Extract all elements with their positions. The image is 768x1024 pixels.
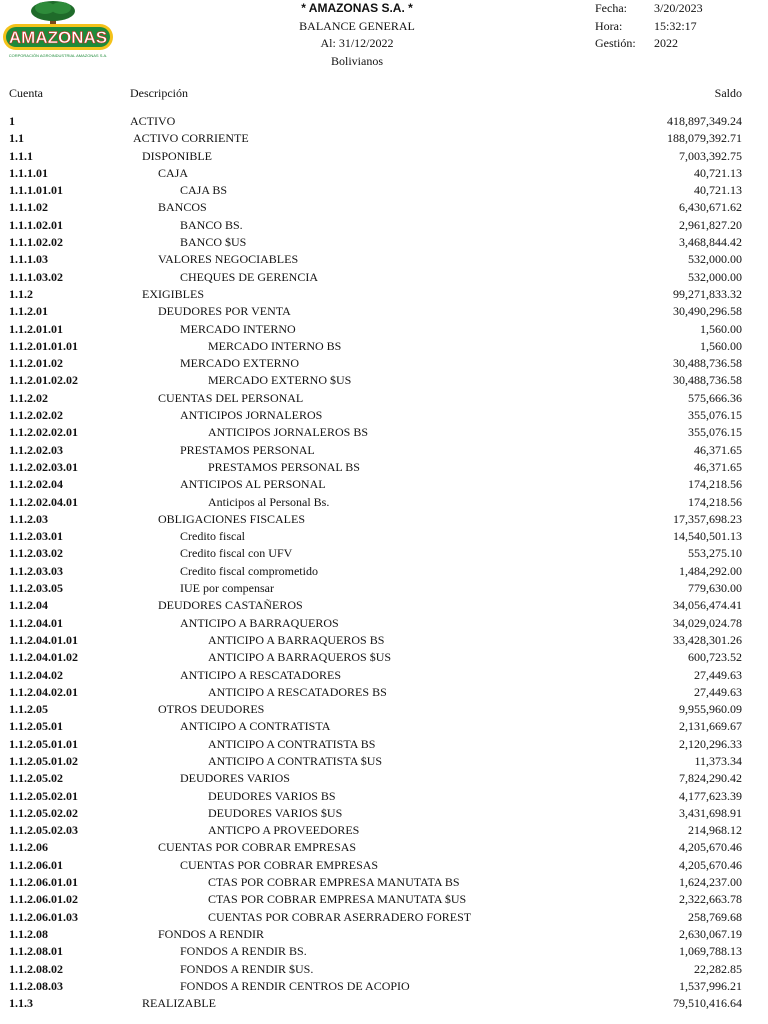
account-balance: 14,540,501.13 <box>673 529 742 544</box>
account-description: CTAS POR COBRAR EMPRESA MANUTATA BS <box>208 875 460 890</box>
account-code: 1.1.2.03.02 <box>9 546 63 561</box>
account-balance: 600,723.52 <box>688 650 742 665</box>
account-code: 1.1.2.05.02 <box>9 771 63 786</box>
account-code: 1.1.1.02 <box>9 200 48 215</box>
account-code: 1.1.2.05.02.03 <box>9 823 78 838</box>
account-row <box>0 961 768 978</box>
account-description: VALORES NEGOCIABLES <box>158 252 299 267</box>
meta-label: Hora: <box>595 18 623 33</box>
column-headers <box>0 86 768 104</box>
account-description: DEUDORES VARIOS $US <box>208 805 343 820</box>
account-balance: 355,076.15 <box>688 408 742 423</box>
account-row <box>0 580 768 597</box>
account-description: ANTICIPO A CONTRATISTA <box>180 719 331 734</box>
account-code: 1.1.2.02.03 <box>9 442 63 457</box>
account-balance: 46,371.65 <box>694 442 742 457</box>
account-code: 1.1.2.05 <box>9 702 48 717</box>
account-code: 1.1.2 <box>9 286 33 301</box>
account-description: Credito fiscal <box>180 529 245 544</box>
meta-label: Fecha: <box>595 1 627 15</box>
account-code: 1.1.2.01.02.02 <box>9 373 78 388</box>
account-row <box>0 926 768 943</box>
account-description: CUENTAS POR COBRAR EMPRESAS <box>180 857 379 872</box>
account-description: Credito fiscal comprometido <box>180 563 318 578</box>
account-description: CAJA <box>158 165 189 180</box>
account-balance: 99,271,833.32 <box>673 286 742 301</box>
account-row <box>0 199 768 216</box>
account-code: 1.1.2.02.02.01 <box>9 425 78 440</box>
account-balance: 40,721.13 <box>694 183 742 198</box>
account-row <box>0 788 768 805</box>
account-balance: 214,968.12 <box>688 823 742 838</box>
account-row <box>0 667 768 684</box>
account-description: EXIGIBLES <box>142 286 204 301</box>
account-row <box>0 909 768 926</box>
account-balance: 2,120,296.33 <box>679 736 742 751</box>
account-code: 1.1.2.08.01 <box>9 944 63 959</box>
account-code: 1 <box>9 114 15 128</box>
account-balance: 418,897,349.24 <box>667 114 742 128</box>
account-row <box>0 615 768 632</box>
account-row <box>0 234 768 251</box>
account-row <box>0 874 768 891</box>
account-description: BANCO BS. <box>180 217 243 232</box>
account-balance: 188,079,392.71 <box>667 131 742 146</box>
meta-label: Gestión: <box>595 36 636 50</box>
account-row <box>0 390 768 407</box>
account-balance: 22,282.85 <box>694 961 742 976</box>
account-row <box>0 597 768 614</box>
account-description: ANTICIPO A CONTRATISTA BS <box>208 736 376 751</box>
account-description: ANTICPO A PROVEEDORES <box>208 823 360 838</box>
account-balance: 46,371.65 <box>694 459 742 474</box>
account-row <box>0 701 768 718</box>
account-row <box>0 355 768 372</box>
account-balance: 33,428,301.26 <box>673 632 742 647</box>
account-balance: 7,824,290.42 <box>679 771 742 786</box>
account-balance: 9,955,960.09 <box>679 702 742 717</box>
account-row <box>0 182 768 199</box>
account-row <box>0 372 768 389</box>
meta-fiscal-year <box>595 35 764 53</box>
account-row <box>0 995 768 1012</box>
account-code: 1.1.2.06.01.02 <box>9 892 78 907</box>
account-balance: 1,560.00 <box>700 338 742 353</box>
account-row <box>0 770 768 787</box>
account-code: 1.1.2.03 <box>9 511 48 526</box>
account-description: REALIZABLE <box>142 996 216 1011</box>
account-code: 1.1.1.02.02 <box>9 235 63 250</box>
logo-wordmark: AMAZONAS <box>8 28 108 47</box>
account-balance: 2,131,669.67 <box>679 719 742 734</box>
account-balance: 3,468,844.42 <box>679 235 742 250</box>
report-meta <box>595 0 764 53</box>
account-description: ANTICIPO A CONTRATISTA $US <box>208 753 383 768</box>
account-description: CAJA BS <box>180 183 228 198</box>
account-balance: 40,721.13 <box>694 165 742 180</box>
account-balance: 30,488,736.58 <box>673 373 742 388</box>
account-description: FONDOS A RENDIR CENTROS DE ACOPIO <box>180 978 410 993</box>
account-row <box>0 857 768 874</box>
account-code: 1.1 <box>9 131 24 146</box>
account-row <box>0 459 768 476</box>
account-code: 1.1.2.01.01 <box>9 321 63 336</box>
account-balance: 2,630,067.19 <box>679 926 742 941</box>
account-description: FONDOS A RENDIR <box>158 926 265 941</box>
account-row <box>0 303 768 320</box>
account-code: 1.1.2.05.01.02 <box>9 753 78 768</box>
account-description: CHEQUES DE GERENCIA <box>180 269 318 284</box>
account-code: 1.1.2.03.05 <box>9 581 63 596</box>
account-balance: 532,000.00 <box>688 269 742 284</box>
account-description: CUENTAS POR COBRAR ASERRADERO FOREST <box>208 909 472 924</box>
account-code: 1.1.2.05.02.02 <box>9 805 78 820</box>
account-row <box>0 113 768 130</box>
account-description: BANCOS <box>158 200 207 215</box>
account-row <box>0 269 768 286</box>
account-balance: 1,537,996.21 <box>679 978 742 993</box>
account-description: ANTICIPOS JORNALEROS <box>180 408 323 423</box>
account-balance: 11,373.34 <box>694 753 742 768</box>
account-code: 1.1.1.01.01 <box>9 183 63 198</box>
account-balance: 355,076.15 <box>688 425 742 440</box>
account-balance: 34,029,024.78 <box>673 615 742 630</box>
meta-value: 2022 <box>654 36 678 50</box>
account-balance: 575,666.36 <box>688 390 742 405</box>
account-code: 1.1.2.04.01.01 <box>9 632 78 647</box>
account-code: 1.1.2.06 <box>9 840 48 855</box>
account-code: 1.1.2.04 <box>9 598 48 613</box>
account-balance: 1,560.00 <box>700 321 742 336</box>
account-row <box>0 805 768 822</box>
account-description: CUENTAS DEL PERSONAL <box>158 390 304 405</box>
account-code: 1.1.1.03 <box>9 252 48 267</box>
account-row <box>0 424 768 441</box>
account-description: ANTICIPO A BARRAQUEROS <box>180 615 339 630</box>
column-header-description: Descripción <box>130 86 188 100</box>
account-description: Credito fiscal con UFV <box>180 546 293 561</box>
account-description: ACTIVO CORRIENTE <box>133 131 249 146</box>
company-name: * AMAZONAS S.A. * <box>301 1 413 15</box>
account-row <box>0 286 768 303</box>
meta-value: 15:32:17 <box>654 18 697 33</box>
account-balance: 2,961,827.20 <box>679 217 742 232</box>
account-balance: 3,431,698.91 <box>679 805 742 820</box>
account-row <box>0 476 768 493</box>
account-code: 1.1.2.04.01 <box>9 615 63 630</box>
account-code: 1.1.2.08 <box>9 926 48 941</box>
account-balance: 1,484,292.00 <box>679 563 742 578</box>
account-balance: 4,177,623.39 <box>679 788 742 803</box>
account-balance: 30,488,736.58 <box>673 356 742 371</box>
logo-tagline: CORPORACIÓN AGROINDUSTRIAL AMAZONAS S.A. <box>8 53 108 58</box>
account-code: 1.1.2.06.01.03 <box>9 909 78 924</box>
account-description: MERCADO EXTERNO <box>180 356 299 371</box>
account-description: FONDOS A RENDIR BS. <box>180 944 307 959</box>
account-code: 1.1.2.02 <box>9 390 48 405</box>
company-logo <box>1 0 116 62</box>
account-row <box>0 217 768 234</box>
account-balance: 27,449.63 <box>694 667 742 682</box>
account-balance: 17,357,698.23 <box>673 511 742 526</box>
account-balance: 1,069,788.13 <box>679 944 742 959</box>
account-description: CUENTAS POR COBRAR EMPRESAS <box>158 840 357 855</box>
account-code: 1.1.2.02.04 <box>9 477 63 492</box>
account-balance: 258,769.68 <box>688 909 742 924</box>
column-header-code: Cuenta <box>9 86 43 100</box>
account-code: 1.1.2.01.02 <box>9 356 63 371</box>
account-description: CTAS POR COBRAR EMPRESA MANUTATA $US <box>208 892 467 907</box>
account-balance: 532,000.00 <box>688 252 742 267</box>
report-title-block <box>230 0 484 70</box>
account-row <box>0 891 768 908</box>
account-row <box>0 753 768 770</box>
account-description: DISPONIBLE <box>142 148 213 163</box>
account-description: ANTICIPOS JORNALEROS BS <box>208 425 369 440</box>
account-row <box>0 130 768 147</box>
account-balance: 779,630.00 <box>688 581 742 596</box>
account-row <box>0 165 768 182</box>
meta-date <box>595 0 764 18</box>
account-row <box>0 251 768 268</box>
account-description: ANTICIPO A BARRAQUEROS $US <box>208 650 392 665</box>
account-code: 1.1.1.01 <box>9 165 48 180</box>
report-title: BALANCE GENERAL <box>299 18 415 33</box>
account-row <box>0 649 768 666</box>
account-code: 1.1.2.06.01 <box>9 857 63 872</box>
account-code: 1.1.2.08.03 <box>9 978 63 993</box>
account-description: ANTICIPO A BARRAQUEROS BS <box>208 632 385 647</box>
account-balance: 7,003,392.75 <box>679 148 742 163</box>
meta-time <box>595 18 764 36</box>
account-row <box>0 494 768 511</box>
account-balance: 2,322,663.78 <box>679 892 742 907</box>
account-row <box>0 563 768 580</box>
account-description: MERCADO EXTERNO $US <box>208 373 352 388</box>
account-balance: 174,218.56 <box>688 494 742 509</box>
account-description: DEUDORES POR VENTA <box>158 304 291 319</box>
account-code: 1.1.2.06.01.01 <box>9 875 78 890</box>
account-balance: 34,056,474.41 <box>673 598 742 613</box>
account-row <box>0 684 768 701</box>
account-code: 1.1.2.05.02.01 <box>9 788 78 803</box>
account-balance: 174,218.56 <box>688 477 742 492</box>
account-description: BANCO $US <box>180 235 247 250</box>
account-row <box>0 822 768 839</box>
account-row <box>0 632 768 649</box>
account-code: 1.1.2.05.01.01 <box>9 736 78 751</box>
account-balance: 6,430,671.62 <box>679 200 742 215</box>
account-description: ANTICIPO A RESCATADORES BS <box>208 684 387 699</box>
account-code: 1.1.2.04.02 <box>9 667 63 682</box>
account-code: 1.1.2.05.01 <box>9 719 63 734</box>
account-row <box>0 321 768 338</box>
account-balance: 1,624,237.00 <box>679 875 742 890</box>
account-row <box>0 407 768 424</box>
account-code: 1.1.2.03.01 <box>9 529 63 544</box>
account-row <box>0 839 768 856</box>
report-currency: Bolivianos <box>330 53 383 68</box>
account-description: DEUDORES VARIOS <box>180 771 290 786</box>
account-code: 1.1.1.02.01 <box>9 217 63 232</box>
account-balance: 553,275.10 <box>688 546 742 561</box>
account-balance: 4,205,670.46 <box>679 857 742 872</box>
account-row <box>0 528 768 545</box>
account-description: PRESTAMOS PERSONAL <box>180 442 315 457</box>
account-code: 1.1.2.04.02.01 <box>9 684 78 699</box>
account-description: OBLIGACIONES FISCALES <box>158 511 306 526</box>
account-description: MERCADO INTERNO BS <box>208 338 342 353</box>
account-row <box>0 442 768 459</box>
account-code: 1.1.2.02.03.01 <box>9 459 78 474</box>
account-row <box>0 736 768 753</box>
account-description: DEUDORES CASTAÑEROS <box>158 598 303 613</box>
account-code: 1.1.2.04.01.02 <box>9 650 78 665</box>
account-description: DEUDORES VARIOS BS <box>208 788 336 803</box>
account-row <box>0 511 768 528</box>
account-description: PRESTAMOS PERSONAL BS <box>208 459 360 474</box>
account-code: 1.1.2.08.02 <box>9 961 63 976</box>
column-header-amount: Saldo <box>714 86 742 100</box>
account-code: 1.1.1 <box>9 148 33 163</box>
account-description: ANTICIPOS AL PERSONAL <box>180 477 326 492</box>
report-date: Al: 31/12/2022 <box>320 36 394 50</box>
account-row <box>0 545 768 562</box>
account-description: OTROS DEUDORES <box>158 702 265 717</box>
account-balance: 4,205,670.46 <box>679 840 742 855</box>
account-description: Anticipos al Personal Bs. <box>208 494 330 509</box>
account-code: 1.1.3 <box>9 996 33 1011</box>
account-row <box>0 943 768 960</box>
account-description: FONDOS A RENDIR $US. <box>180 961 314 976</box>
account-row <box>0 338 768 355</box>
account-description: IUE por compensar <box>180 581 274 596</box>
account-balance: 27,449.63 <box>694 684 742 699</box>
account-balance: 79,510,416.64 <box>673 996 742 1011</box>
account-row <box>0 718 768 735</box>
account-description: ACTIVO <box>130 114 176 128</box>
account-code: 1.1.2.02.04.01 <box>9 494 78 509</box>
account-code: 1.1.2.02.02 <box>9 408 63 423</box>
account-code: 1.1.2.03.03 <box>9 563 63 578</box>
account-balance: 30,490,296.58 <box>673 304 742 319</box>
account-description: ANTICIPO A RESCATADORES <box>180 667 342 682</box>
account-code: 1.1.2.01.01.01 <box>9 338 78 353</box>
meta-value: 3/20/2023 <box>654 1 703 15</box>
account-table <box>0 113 768 1012</box>
account-row <box>0 148 768 165</box>
account-description: MERCADO INTERNO <box>180 321 296 336</box>
account-code: 1.1.2.01 <box>9 304 48 319</box>
account-row <box>0 978 768 995</box>
account-code: 1.1.1.03.02 <box>9 269 63 284</box>
